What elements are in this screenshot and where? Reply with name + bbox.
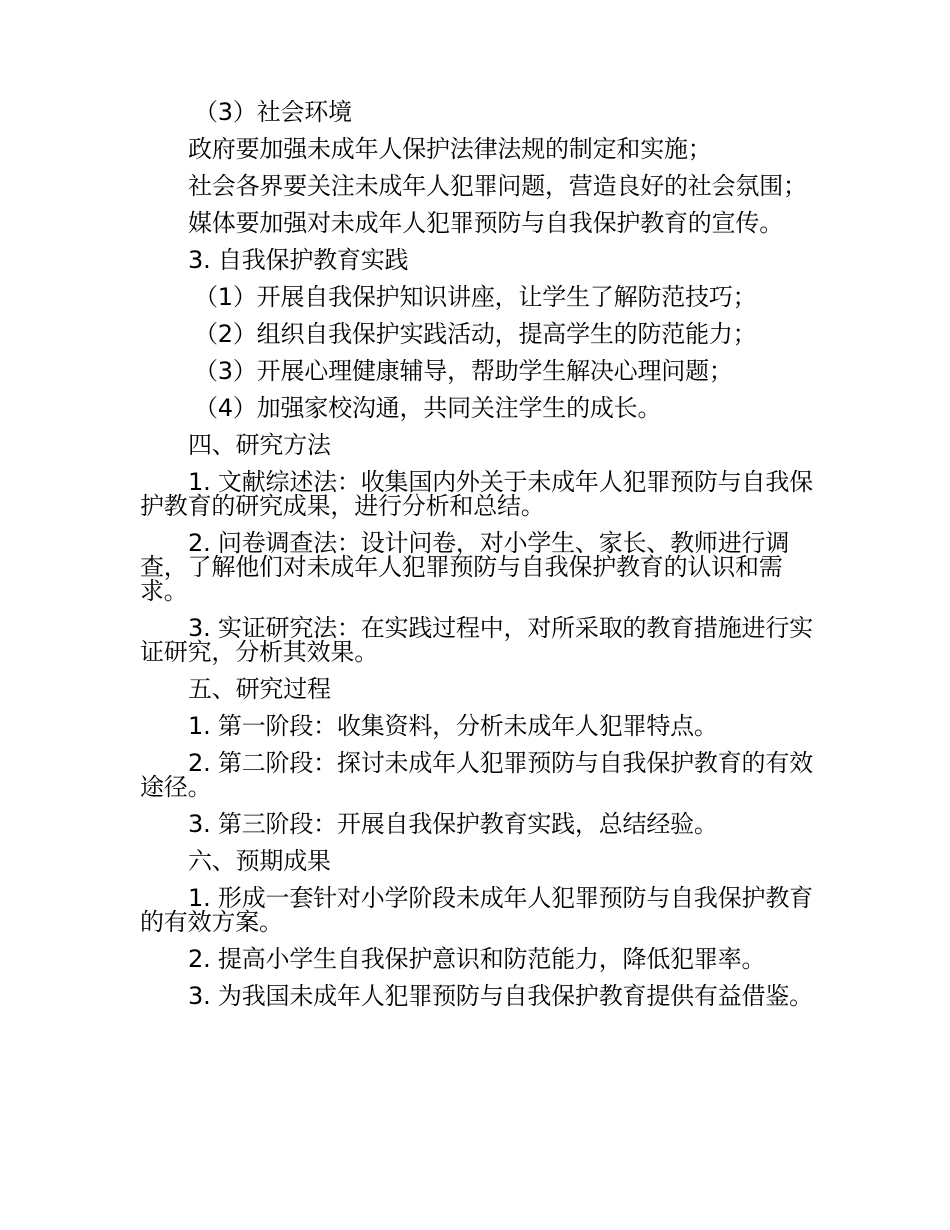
section-heading-methods: 四、研究方法 [188,431,331,459]
list-item-process-1: 1. 第一阶段：收集资料，分析未成年人犯罪特点。 [188,712,718,740]
document-body [140,100,820,1021]
paragraph-society: 社会各界要关注未成年人犯罪问题，营造良好的社会氛围； [188,172,807,200]
list-item-practice-4: （4）加强家校沟通，共同关注学生的成长。 [194,394,662,422]
section-heading-process: 五、研究过程 [188,675,331,703]
list-item-method-2: 2. 问卷调查法：设计问卷，对小学生、家长、教师进行调查，了解他们对未成年人犯罪预防与自我保护教育的认识和需求。 [140,529,790,605]
list-item-process-3: 3. 第三阶段：开展自我保护教育实践，总结经验。 [188,810,718,838]
subsection-heading-practice: 3. 自我保护教育实践 [188,246,409,274]
list-item-outcome-3: 3. 为我国未成年人犯罪预防与自我保护教育提供有益借鉴。 [188,982,813,1010]
paragraph-media: 媒体要加强对未成年人犯罪预防与自我保护教育的宣传。 [188,209,783,237]
list-item-practice-3: （3）开展心理健康辅导，帮助学生解决心理问题； [194,357,733,385]
list-item-outcome-2: 2. 提高小学生自我保护意识和防范能力，降低犯罪率。 [188,945,766,973]
list-item-method-1: 1. 文献综述法：收集国内外关于未成年人犯罪预防与自我保护教育的研究成果，进行分析和总结。 [140,468,813,520]
paragraph-government: 政府要加强未成年人保护法律法规的制定和实施； [188,135,712,163]
list-item-method-3: 3. 实证研究法：在实践过程中，对所采取的教育措施进行实证研究，分析其效果。 [140,614,813,666]
list-item-practice-1: （1）开展自我保护知识讲座，让学生了解防范技巧； [194,283,757,311]
subsection-heading-social-environment: （3）社会环境 [194,98,352,126]
list-item-outcome-1: 1. 形成一套针对小学阶段未成年人犯罪预防与自我保护教育的有效方案。 [140,884,813,936]
list-item-process-2: 2. 第二阶段：探讨未成年人犯罪预防与自我保护教育的有效途径。 [140,749,813,801]
list-item-practice-2: （2）组织自我保护实践活动，提高学生的防范能力； [194,320,757,348]
section-heading-outcomes: 六、预期成果 [188,847,331,875]
